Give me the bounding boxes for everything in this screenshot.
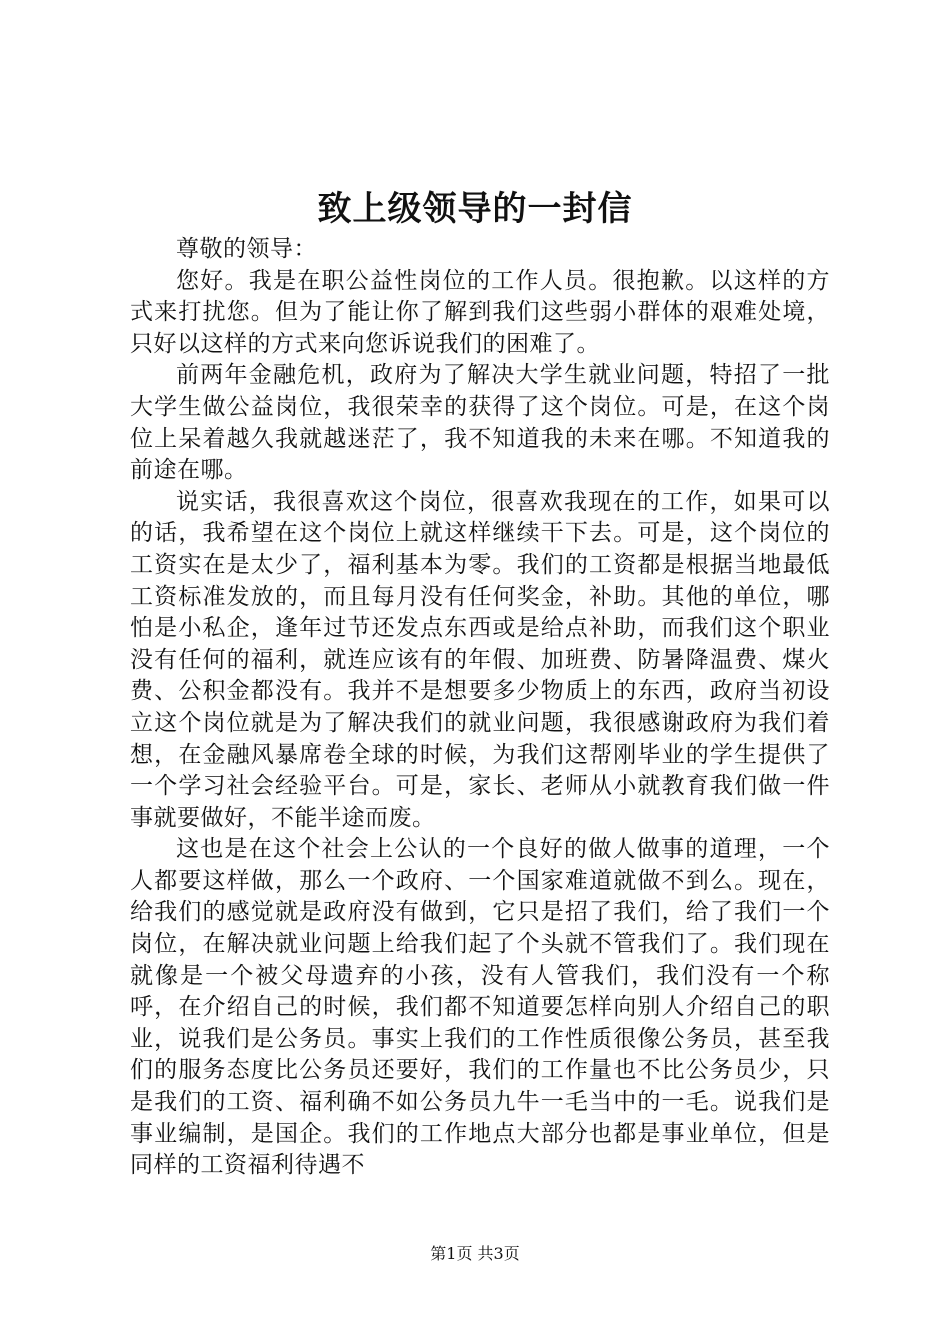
paragraph-4: 这也是在这个社会上公认的一个良好的做人做事的道理，一个人都要这样做，那么一个政府、一个国家难道就做不到么。现在，给我们的感觉就是政府没有做到，它只是招了我们，给了我们一个岗位，在解决就业问题上给我们起了个头就不管我们了。我们现在就像是一个被父母遗弃的小孩，没有人管我们，我们没有一个称呼，在介绍自己的时候，我们都不知道要怎样向别人介绍自己的职业，说我们是公务员。事实上我们的工作性质很像公务员，甚至我们的服务态度比公务员还要好，我们的工作量也不比公务员少，只是我们的工资、福利确不如公务员九牛一毛当中的一毛。说我们是事业编制，是国企。我们的工作地点大部分也都是事业单位，但是同样的工资福利待遇不 — [130, 836, 830, 1179]
paragraph-2: 前两年金融危机，政府为了解决大学生就业问题，特招了一批大学生做公益岗位，我很荣幸的获得了这个岗位。可是，在这个岗位上呆着越久我就越迷茫了，我不知道我的未来在哪。不知道我的前途在哪。 — [130, 362, 830, 484]
paragraph-3: 说实话，我很喜欢这个岗位，很喜欢我现在的工作，如果可以的话，我希望在这个岗位上就这样继续干下去。可是，这个岗位的工资实在是太少了，福利基本为零。我们的工资都是根据当地最低工资标准发放的，而且每月没有任何奖金，补助。其他的单位，哪怕是小私企，逢年过节还发点东西或是给点补助，而我们这个职业没有任何的福利，就连应该有的年假、加班费、防暑降温费、煤火费、公积金都没有。我并不是想要多少物质上的东西，政府当初设立这个岗位就是为了解决我们的就业问题，我很感谢政府为我们着想，在金融风暴席卷全球的时候，为我们这帮刚毕业的学生提供了一个学习社会经验平台。可是，家长、老师从小就教育我们做一件事就要做好，不能半途而废。 — [130, 488, 830, 831]
letter-body — [130, 234, 830, 1182]
document-title: 致上级领导的一封信 — [317, 189, 633, 229]
paragraph-1: 您好。我是在职公益性岗位的工作人员。很抱歉。以这样的方式来打扰您。但为了能让你了解到我们这些弱小群体的艰难处境，只好以这样的方式来向您诉说我们的困难了。 — [130, 267, 830, 357]
salutation: 尊敬的领导： — [176, 236, 317, 262]
page-number-footer: 第1页 共3页 — [430, 1244, 520, 1263]
